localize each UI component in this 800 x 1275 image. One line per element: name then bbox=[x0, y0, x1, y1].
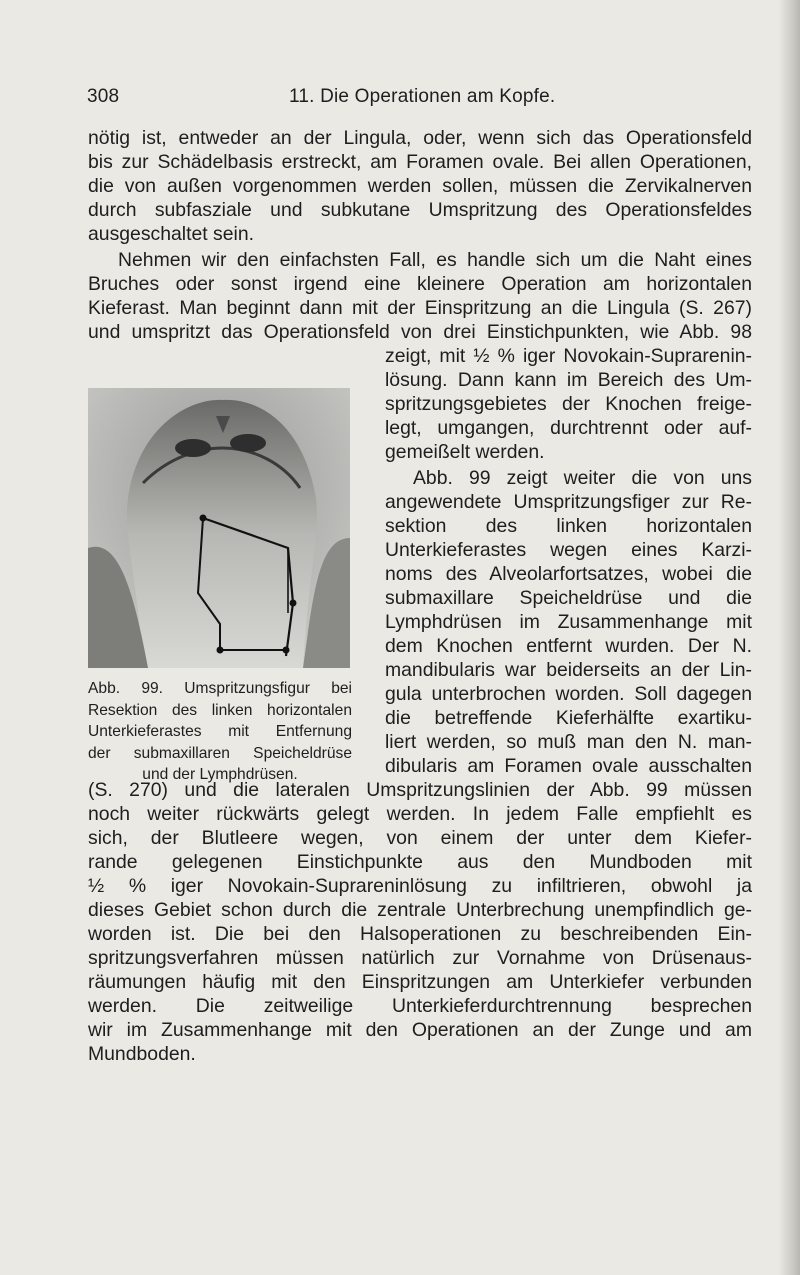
page-number: 308 bbox=[87, 86, 120, 107]
page-header bbox=[87, 86, 727, 116]
body-line: gemeißelt werden. bbox=[385, 441, 545, 463]
neck-photo-illustration bbox=[88, 388, 350, 668]
body-line: angewendete Umspritzungsfiger zur Re- bbox=[385, 491, 752, 513]
body-line: ausgeschaltet sein. bbox=[88, 223, 255, 245]
body-line: Lymphdrüsen im Zusammenhange mit bbox=[385, 611, 752, 633]
body-line: noms des Alveolarfortsatzes, wobei die bbox=[385, 563, 752, 585]
body-line: ½ % iger Novokain-Suprareninlösung zu infiltrieren, obwohl ja bbox=[88, 875, 752, 897]
body-line: werden. Die zeitweilige Unterkieferdurchtrennung besprechen bbox=[88, 995, 752, 1017]
caption-line: und der Lymphdrüsen. bbox=[142, 766, 298, 783]
body-line: lösung. Dann kann im Bereich des Um- bbox=[385, 369, 752, 391]
body-line: wir im Zusammenhange mit den Operationen an der Zunge und am bbox=[88, 1019, 752, 1041]
body-line: zeigt, mit ½ % iger Novokain-Suprarenin- bbox=[385, 345, 752, 367]
body-line: Kieferast. Man beginnt dann mit der Einspritzung an die Lingula (S. 267) bbox=[88, 297, 752, 319]
figure-caption bbox=[88, 678, 352, 786]
page-edge-shadow bbox=[778, 0, 800, 1275]
caption-line: Abb. 99. Umspritzungsfigur bei bbox=[88, 680, 352, 697]
body-line: spritzungsgebietes der Knochen freige- bbox=[385, 393, 752, 415]
body-line: (S. 270) und die lateralen Umspritzungslinien der Abb. 99 müssen bbox=[88, 779, 752, 801]
body-line: legt, umgangen, durchtrennt oder auf- bbox=[385, 417, 752, 439]
body-line: Bruches oder sonst irgend eine kleinere Operation am horizontalen bbox=[88, 273, 752, 295]
body-line: mandibularis war beiderseits an der Lin- bbox=[385, 659, 752, 681]
body-line: nötig ist, entweder an der Lingula, oder, wenn sich das Operationsfeld bbox=[88, 127, 752, 149]
body-line: Abb. 99 zeigt weiter die von uns bbox=[413, 467, 752, 489]
caption-line: der submaxillaren Speicheldrüse bbox=[88, 744, 352, 762]
body-line: gula unterbrochen worden. Soll dagegen bbox=[385, 683, 752, 705]
body-line: liert werden, so muß man den N. man- bbox=[385, 731, 752, 753]
body-line: sektion des linken horizontalen bbox=[385, 515, 752, 537]
body-line: submaxillare Speicheldrüse und die bbox=[385, 587, 752, 609]
body-line: Unterkieferastes wegen eines Karzi- bbox=[385, 539, 752, 561]
body-line: dibularis am Foramen ovale ausschalten bbox=[385, 755, 752, 777]
running-title: 11. Die Operationen am Kopfe. bbox=[289, 86, 556, 107]
body-line: spritzungsverfahren müssen natürlich zur Vornahme von Drüsenaus- bbox=[88, 947, 752, 969]
body-line: noch weiter rückwärts gelegt werden. In jedem Falle empfiehlt es bbox=[88, 803, 752, 825]
body-line: rande gelegenen Einstichpunkte aus den Mundboden mit bbox=[88, 851, 752, 873]
caption-line: Resektion des linken horizontalen bbox=[88, 701, 352, 719]
body-line: Nehmen wir den einfachsten Fall, es handle sich um die Naht eines bbox=[118, 249, 752, 271]
figure-photo bbox=[88, 388, 350, 668]
caption-line: Unterkieferastes mit Entfernung bbox=[88, 723, 352, 740]
body-line: bis zur Schädelbasis erstreckt, am Foramen ovale. Bei allen Operationen, bbox=[88, 151, 752, 173]
body-line: räumungen häufig mit den Einspritzungen am Unterkiefer verbunden bbox=[88, 971, 752, 993]
body-line: worden ist. Die bei den Halsoperationen zu beschreibenden Ein- bbox=[88, 923, 752, 945]
body-line: Mundboden. bbox=[88, 1043, 196, 1065]
body-line: sich, der Blutleere wegen, von einem der unter dem Kiefer- bbox=[88, 827, 752, 849]
body-line: die von außen vorgenommen werden sollen, müssen die Zervikalnerven bbox=[88, 175, 752, 197]
body-line: durch subfasziale und subkutane Umspritzung des Operationsfeldes bbox=[88, 199, 752, 221]
body-line: die betreffende Kieferhälfte exartiku- bbox=[385, 707, 752, 729]
body-line: dem Knochen entfernt wurden. Der N. bbox=[385, 635, 752, 657]
body-line: dieses Gebiet schon durch die zentrale Unterbrechung unempfindlich ge- bbox=[88, 899, 752, 921]
body-line: und umspritzt das Operationsfeld von drei Einstichpunkten, wie Abb. 98 bbox=[88, 321, 752, 343]
